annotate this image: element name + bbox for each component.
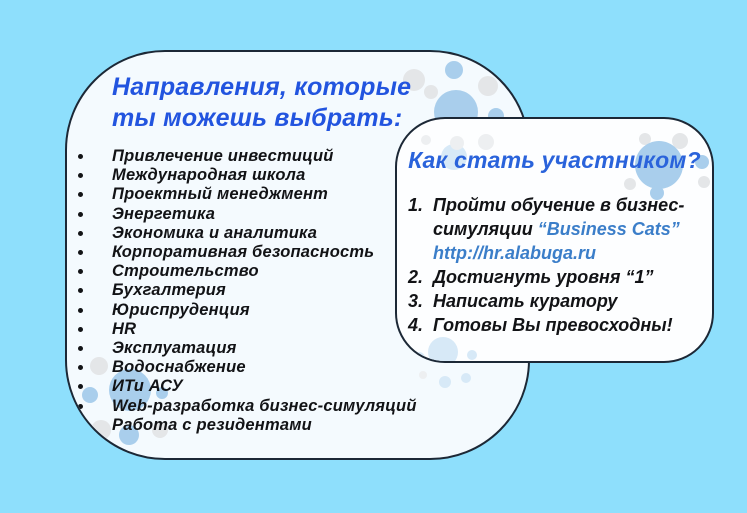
step-number: 2. [408, 267, 424, 287]
participation-title: Как стать участником? [408, 147, 701, 173]
direction-label: Эксплуатация [112, 339, 237, 358]
bullet-dot [78, 384, 83, 389]
step-item [408, 289, 706, 313]
direction-label: HR [112, 319, 137, 338]
direction-label: Проектный менеджмент [112, 185, 329, 204]
bullet-dot [78, 212, 83, 217]
step-segment: симуляции [433, 219, 538, 239]
step-line [433, 265, 706, 289]
step-item [408, 313, 706, 337]
step-line [433, 217, 706, 241]
participation-steps [397, 193, 712, 337]
step-number: 1. [408, 195, 424, 215]
direction-label: Энергетика [112, 204, 216, 223]
bullet-dot [78, 250, 83, 255]
direction-label: Web-разработка бизнес-симуляций [112, 396, 417, 415]
step-text [433, 289, 706, 313]
step-segment: Готовы Вы превосходны! [433, 315, 673, 335]
step-line [433, 241, 706, 265]
bullet-dot [78, 173, 83, 178]
bubble [467, 350, 477, 360]
step-segment: Написать куратору [433, 291, 618, 311]
direction-label: Строительство [112, 262, 259, 281]
direction-label: Привлечение инвестиций [112, 147, 334, 165]
direction-label: Международная школа [112, 166, 306, 185]
step-line [433, 313, 706, 337]
step-text [433, 193, 706, 265]
participation-card [395, 117, 714, 363]
step-line [433, 289, 706, 313]
direction-item [67, 397, 528, 416]
direction-label: Корпоративная безопасность [112, 243, 375, 262]
bubble [428, 337, 458, 363]
step-segment: Достигнуть уровня “1” [433, 267, 654, 287]
step-number: 3. [408, 291, 424, 311]
step-text [433, 313, 706, 337]
bullet-dot [78, 288, 83, 293]
direction-label: Бухгалтерия [112, 281, 226, 300]
bullet-dot [78, 423, 83, 428]
direction-label: Водоснабжение [112, 358, 246, 377]
direction-label: Работа с резидентами [112, 415, 312, 434]
step-line [433, 193, 706, 217]
step-item [408, 265, 706, 289]
bullet-dot [78, 308, 83, 313]
directions-title: Направления, которые ты можешь выбрать: [112, 73, 412, 132]
direction-label: Экономика и аналитика [112, 223, 318, 242]
step-segment: Пройти обучение в бизнес- [433, 195, 685, 215]
direction-item [67, 377, 528, 396]
direction-item [67, 416, 528, 435]
bullet-dot [78, 365, 83, 370]
bullet-dot [78, 192, 83, 197]
bullet-dot [78, 327, 83, 332]
bullet-dot [78, 346, 83, 351]
bullet-dot [78, 404, 83, 409]
step-text [433, 265, 706, 289]
bullet-dot [78, 231, 83, 236]
bullet-dot [78, 154, 83, 159]
direction-label: Юриспруденция [112, 300, 250, 319]
step-number: 4. [408, 315, 424, 335]
step-segment: “Business Cats” [537, 219, 680, 239]
bubble [421, 135, 431, 145]
step-item [408, 193, 706, 265]
url-link: http://hr.alabuga.ru [433, 243, 597, 263]
bullet-dot [78, 269, 83, 274]
direction-label: ИТи АСУ [112, 377, 183, 396]
